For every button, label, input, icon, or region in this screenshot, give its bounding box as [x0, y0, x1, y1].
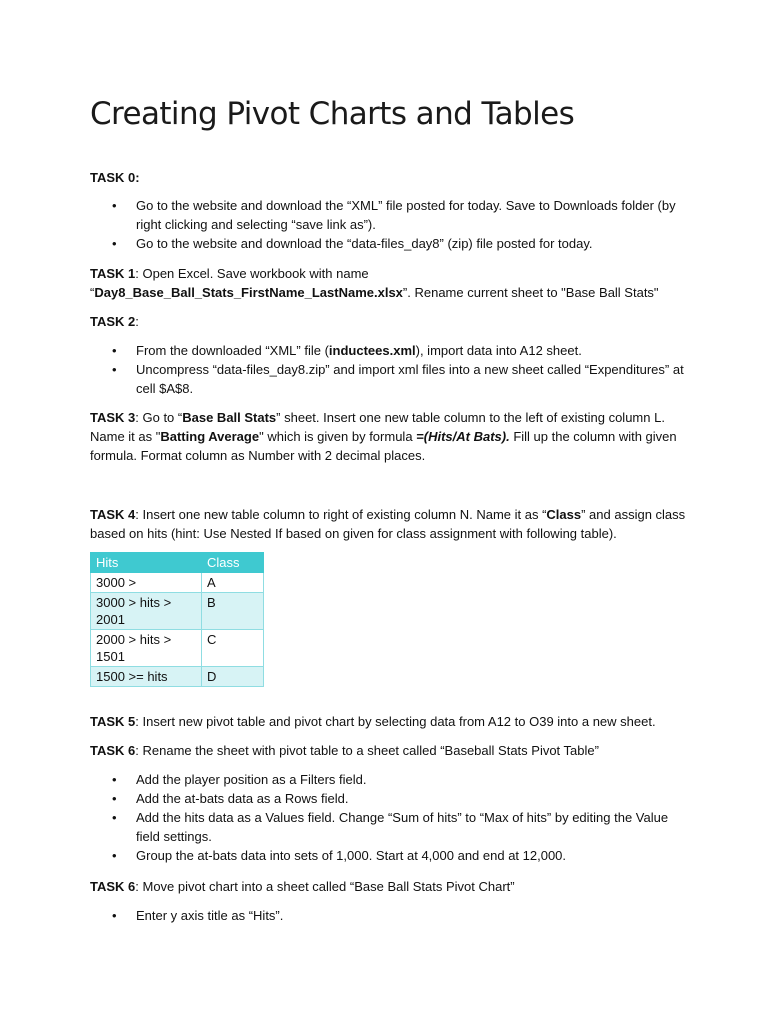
list-item [90, 846, 690, 865]
column-header-hits: Hits [91, 553, 202, 573]
task4-paragraph [90, 505, 690, 543]
task5-text: : Insert new pivot table and pivot chart by selecting data from A12 to O39 into a new sheet. [135, 714, 656, 729]
task6b-label: TASK 6 [90, 879, 136, 894]
task6a-paragraph [90, 741, 690, 760]
task2-bullet-2: Uncompress “data-files_day8.zip” and import xml files into a new sheet called “Expenditures” at cell $A$8. [136, 362, 684, 396]
list-item [90, 789, 690, 808]
task6b-list [90, 906, 690, 925]
list-item [90, 196, 690, 234]
table-cell: 3000 > hits > 2001 [91, 593, 202, 630]
table-header-row [91, 553, 264, 573]
task6a-bullet-4: Group the at-bats data into sets of 1,000. Start at 4,000 and end at 12,000. [136, 848, 567, 863]
task0-heading [90, 168, 690, 187]
list-item [90, 234, 690, 253]
task6b-bullet-1: Enter y axis title as “Hits”. [136, 908, 284, 923]
bullet-icon: • [112, 772, 117, 787]
task6b-paragraph [90, 877, 690, 896]
task0-list [90, 196, 690, 253]
task6b-text: : Move pivot chart into a sheet called “Base Ball Stats Pivot Chart” [135, 879, 515, 894]
task0-label: TASK 0: [90, 170, 140, 185]
bullet-icon: • [112, 810, 117, 825]
formula: =(Hits/At Bats). [416, 429, 510, 444]
bullet-icon: • [112, 198, 117, 213]
task4-label: TASK 4 [90, 507, 136, 522]
list-item [90, 808, 690, 846]
bullet-icon: • [112, 343, 117, 358]
class-table [90, 552, 264, 687]
table-cell: 1500 >= hits [91, 667, 202, 687]
task2-bullet-1-text: ), import data into A12 sheet. [415, 343, 582, 358]
task3-text: : Go to “ [135, 410, 183, 425]
column-header-class: Class [202, 553, 264, 573]
inductees-file: inductees.xml [328, 343, 416, 358]
table-cell: C [202, 630, 264, 667]
task6a-bullet-2: Add the at-bats data as a Rows field. [136, 791, 349, 806]
task3-text: ” sheet. Insert one new table column to the left of existing column L. Name it as " [90, 410, 665, 444]
task0-bullet-1: Go to the website and download the “XML” file posted for today. Save to Downloads folder (by right clicking and selecting “save link as”). [136, 198, 676, 232]
task0-bullet-2: Go to the website and download the “data-files_day8” (zip) file posted for today. [136, 236, 593, 251]
task1-label: TASK 1 [90, 266, 136, 281]
workbook-name: Day8_Base_Ball_Stats_FirstName_LastName.xlsx [94, 285, 403, 300]
class-column-name: Class [546, 507, 582, 522]
list-item [90, 360, 690, 398]
task6a-text: : Rename the sheet with pivot table to a sheet called “Baseball Stats Pivot Table” [135, 743, 599, 758]
task1-paragraph [90, 264, 690, 302]
bullet-icon: • [112, 236, 117, 251]
table-row [91, 630, 264, 667]
task3-label: TASK 3 [90, 410, 136, 425]
task2-bullet-1-text: From the downloaded “XML” file ( [136, 343, 329, 358]
task6a-list [90, 770, 690, 865]
bullet-icon: • [112, 791, 117, 806]
list-item [90, 906, 690, 925]
task1-text: : Open Excel. Save workbook with name “ [90, 266, 369, 300]
task1-text: ”. Rename current sheet to "Base Ball Stats" [402, 285, 659, 300]
task6a-bullet-1: Add the player position as a Filters field. [136, 772, 367, 787]
task2-list [90, 341, 690, 398]
task3-text: " which is given by formula [259, 429, 417, 444]
table-cell: A [202, 573, 264, 593]
list-item [90, 341, 690, 360]
bullet-icon: • [112, 362, 117, 377]
task3-paragraph [90, 408, 690, 465]
sheet-name: Base Ball Stats [182, 410, 277, 425]
task4-text: : Insert one new table column to right of existing column N. Name it as “ [135, 507, 547, 522]
task5-label: TASK 5 [90, 714, 136, 729]
task3-text: Fill up the column with given formula. Format column as Number with 2 decimal places. [90, 429, 677, 463]
table-cell: 3000 > [91, 573, 202, 593]
task4-text: ” and assign class based on hits (hint: Use Nested If based on given for class assignment with following table). [90, 507, 686, 541]
task6a-bullet-3: Add the hits data as a Values field. Change “Sum of hits” to “Max of hits” by editing the Value field settings. [136, 810, 669, 844]
table-row [91, 593, 264, 630]
list-item [90, 770, 690, 789]
table-row [91, 667, 264, 687]
task6a-label: TASK 6 [90, 743, 136, 758]
bullet-icon: • [112, 908, 117, 923]
column-name: Batting Average [160, 429, 260, 444]
table-row [91, 573, 264, 593]
page-title: Creating Pivot Charts and Tables [90, 96, 575, 132]
task2-heading [90, 312, 690, 331]
table-cell: 2000 > hits > 1501 [91, 630, 202, 667]
table-cell: D [202, 667, 264, 687]
table-cell: B [202, 593, 264, 630]
task5-paragraph [90, 712, 690, 731]
bullet-icon: • [112, 848, 117, 863]
task2-colon: : [135, 314, 139, 329]
task2-label: TASK 2 [90, 314, 136, 329]
